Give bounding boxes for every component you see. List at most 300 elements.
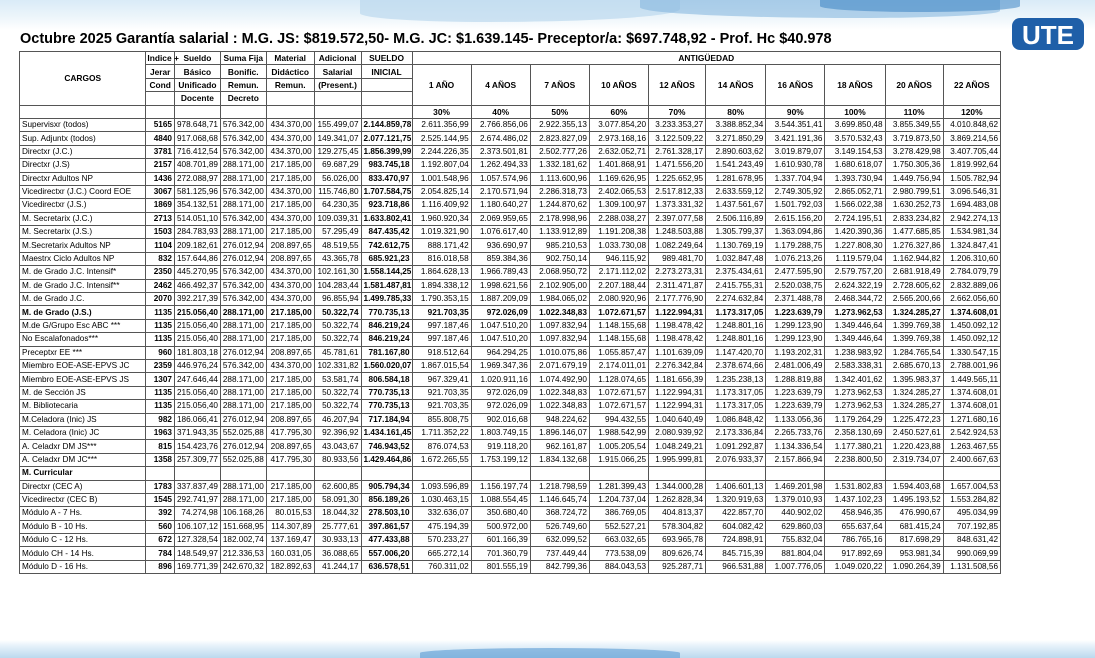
header-year: 18 AÑOS (825, 65, 885, 105)
table-row (20, 279, 1001, 292)
value-cell: 693.965,78 (649, 534, 706, 547)
value-cell: 2.080.939,92 (649, 426, 706, 439)
value-cell: 1.429.464,86 (361, 453, 412, 466)
value-cell: 2.415.755,31 (706, 279, 766, 292)
value-cell: 1.263.467,55 (943, 440, 1000, 453)
value-cell: 781.167,80 (361, 346, 412, 359)
value-cell: 1.299.123,90 (766, 319, 825, 332)
value-cell: 1.864.628,13 (412, 266, 471, 279)
value-cell: 809.626,74 (649, 547, 706, 560)
value-cell: 64.230,35 (314, 199, 361, 212)
value-cell: 1.633.802,41 (361, 212, 412, 225)
value-cell: 1.630.252,73 (885, 199, 943, 212)
value-cell: 1.553.284,82 (943, 493, 1000, 506)
value-cell: 1.834.132,68 (530, 453, 589, 466)
value-cell: 2.823.827,09 (530, 132, 589, 145)
value-cell: 1.049.020,22 (825, 560, 885, 573)
value-cell: 1.594.403,68 (885, 480, 943, 493)
value-cell: 1.091.292,87 (706, 440, 766, 453)
value-cell: 208.897,65 (266, 252, 314, 265)
header-empty (314, 92, 361, 105)
value-cell: 560 (146, 520, 175, 533)
value-cell: 985.210,53 (530, 239, 589, 252)
value-cell: 1.401.868,91 (589, 159, 648, 172)
value-cell: 701.360,79 (471, 547, 530, 560)
value-cell: 3781 (146, 145, 175, 158)
value-cell: 1135 (146, 333, 175, 346)
value-cell (220, 467, 266, 480)
table-header (20, 52, 1001, 119)
value-cell: 1.324.847,41 (943, 239, 1000, 252)
value-cell: 50.322,74 (314, 306, 361, 319)
value-cell: 69.687,29 (314, 159, 361, 172)
cargo-cell: Directxr Adultos NP (20, 172, 146, 185)
header-percent: 110% (885, 105, 943, 118)
header-year: 7 AÑOS (530, 65, 589, 105)
header-empty (361, 78, 412, 91)
value-cell: 1.097.832,94 (530, 333, 589, 346)
value-cell: 1.966.789,43 (471, 266, 530, 279)
value-cell: 1.672.265,55 (412, 453, 471, 466)
value-cell: 960 (146, 346, 175, 359)
value-cell: 1.406.601,13 (706, 480, 766, 493)
table-row (20, 306, 1001, 319)
value-cell: 742.612,75 (361, 239, 412, 252)
header-year: 14 AÑOS (706, 65, 766, 105)
table-row (20, 319, 1001, 332)
value-cell: 288.171,00 (220, 319, 266, 332)
cargo-cell: Directxr (J.S) (20, 159, 146, 172)
value-cell: 1.262.494,33 (471, 159, 530, 172)
header-percent: 40% (471, 105, 530, 118)
value-cell: 983.745,18 (361, 159, 412, 172)
value-cell: 3.271.850,29 (706, 132, 766, 145)
value-cell: 681.415,24 (885, 520, 943, 533)
value-cell: 1.146.645,74 (530, 493, 589, 506)
value-cell: 576.342,00 (220, 145, 266, 158)
value-cell: 1.082.249,64 (649, 239, 706, 252)
value-cell: 806.584,18 (361, 373, 412, 386)
header-indice: Indice + (147, 53, 179, 64)
value-cell: 925.287,71 (649, 560, 706, 573)
value-cell: 629.860,03 (766, 520, 825, 533)
value-cell: 2.288.038,27 (589, 212, 648, 225)
value-cell: 1.097.832,94 (530, 319, 589, 332)
value-cell: 2.286.318,73 (530, 185, 589, 198)
value-cell: 215.056,40 (174, 333, 220, 346)
value-cell: 2.371.488,78 (766, 293, 825, 306)
value-cell: 215.056,40 (174, 319, 220, 332)
value-cell: 604.082,42 (706, 520, 766, 533)
value-cell: 1.133.912,89 (530, 226, 589, 239)
value-cell: 2.080.920,96 (589, 293, 648, 306)
cargo-cell: M. Secretarix (J.C.) (20, 212, 146, 225)
value-cell: 1.984.065,02 (530, 293, 589, 306)
value-cell: 2.766.856,06 (471, 118, 530, 131)
cargo-cell: Preceptxr EE *** (20, 346, 146, 359)
value-cell: 1.244.870,62 (530, 199, 589, 212)
value-cell: 1.309.100,97 (589, 199, 648, 212)
value-cell: 2.502.777,26 (530, 145, 589, 158)
value-cell: 576.342,00 (220, 293, 266, 306)
value-cell: 1.169.626,95 (589, 172, 648, 185)
value-cell: 217.185,00 (266, 373, 314, 386)
value-cell: 2.579.757,20 (825, 266, 885, 279)
value-cell: 434.370,00 (266, 132, 314, 145)
value-cell: 2.170.571,94 (471, 185, 530, 198)
value-cell: 127.328,54 (174, 534, 220, 547)
cargo-cell: M. de Grado J.C. Intensif** (20, 279, 146, 292)
value-cell: 2.373.501,81 (471, 145, 530, 158)
value-cell: 1.566.022,38 (825, 199, 885, 212)
value-cell: 845.715,39 (706, 547, 766, 560)
value-cell: 2359 (146, 359, 175, 372)
value-cell: 1.434.161,45 (361, 426, 412, 439)
value-cell: 43.043,67 (314, 440, 361, 453)
value-cell: 972.026,09 (471, 400, 530, 413)
value-cell: 2.173.336,84 (706, 426, 766, 439)
value-cell: 1.048.249,21 (649, 440, 706, 453)
cargo-cell: Miembro EOE-ASE-EPVS JC (20, 359, 146, 372)
value-cell: 946.115,92 (589, 252, 648, 265)
value-cell (943, 467, 1000, 480)
value-cell: 434.370,00 (266, 145, 314, 158)
header-percent: 50% (530, 105, 589, 118)
value-cell: 50.322,74 (314, 400, 361, 413)
table-row (20, 172, 1001, 185)
value-cell: 2.624.322,19 (825, 279, 885, 292)
salary-table (19, 51, 1001, 574)
value-cell: 2.468.344,72 (825, 293, 885, 306)
value-cell: 784 (146, 547, 175, 560)
value-cell: 2.632.052,71 (589, 145, 648, 158)
value-cell: 337.837,49 (174, 480, 220, 493)
value-cell: 1.206.310,60 (943, 252, 1000, 265)
value-cell: 217.185,00 (266, 333, 314, 346)
table-row (20, 252, 1001, 265)
cargo-cell: Directxr (CEC A) (20, 480, 146, 493)
value-cell: 581.125,96 (174, 185, 220, 198)
value-cell: 1.086.848,42 (706, 413, 766, 426)
value-cell (146, 467, 175, 480)
value-cell: 716.412,54 (174, 145, 220, 158)
value-cell: 3.233.353,27 (649, 118, 706, 131)
value-cell: 2.481.006,49 (766, 359, 825, 372)
value-cell: 157.644,86 (174, 252, 220, 265)
value-cell: 982 (146, 413, 175, 426)
value-cell: 1.179.288,75 (766, 239, 825, 252)
value-cell: 1.284.765,54 (885, 346, 943, 359)
value-cell: 2.832.889,06 (943, 279, 1000, 292)
value-cell: 2.685.670,13 (885, 359, 943, 372)
value-cell: 665.272,14 (412, 547, 471, 560)
value-cell: 3.570.532,43 (825, 132, 885, 145)
header-empty (314, 105, 361, 118)
value-cell: 272.088,97 (174, 172, 220, 185)
value-cell: 1.867.015,54 (412, 359, 471, 372)
value-cell: 552.527,21 (589, 520, 648, 533)
value-cell: 902.750,14 (530, 252, 589, 265)
value-cell: 1.342.401,62 (825, 373, 885, 386)
cargo-cell: Vicedirectxr (J.S.) (20, 199, 146, 212)
value-cell: 2.054.825,14 (412, 185, 471, 198)
value-cell: 106.107,12 (174, 520, 220, 533)
value-cell: 288.171,00 (220, 400, 266, 413)
value-cell: 966.531,88 (706, 560, 766, 573)
value-cell: 948.224,62 (530, 413, 589, 426)
value-cell: 434.370,00 (266, 279, 314, 292)
cargo-cell: Sup. Adjuntx (todos) (20, 132, 146, 145)
value-cell: 80.933,56 (314, 453, 361, 466)
value-cell: 917.068,68 (174, 132, 220, 145)
value-cell: 3.544.351,41 (766, 118, 825, 131)
value-cell: 1.320.919,63 (706, 493, 766, 506)
header-empty (20, 105, 146, 118)
value-cell: 815 (146, 440, 175, 453)
value-cell: 1.122.994,31 (649, 306, 706, 319)
section-row (20, 467, 1001, 480)
value-cell: 354.132,51 (174, 199, 220, 212)
value-cell: 2.077.121,75 (361, 132, 412, 145)
value-cell: 217.185,00 (266, 493, 314, 506)
value-cell: 1.281.399,43 (589, 480, 648, 493)
value-cell: 276.012,94 (220, 413, 266, 426)
value-cell: 1.130.769,19 (706, 239, 766, 252)
value-cell: 917.892,69 (825, 547, 885, 560)
value-cell: 856.189,26 (361, 493, 412, 506)
value-cell: 990.069,99 (943, 547, 1000, 560)
table-row (20, 520, 1001, 533)
value-cell: 1.374.608,01 (943, 386, 1000, 399)
header-empty (266, 105, 314, 118)
value-cell: 832 (146, 252, 175, 265)
value-cell: 1.995.999,81 (649, 453, 706, 466)
value-cell: 215.056,40 (174, 306, 220, 319)
value-cell: 1.324.285,27 (885, 400, 943, 413)
header-adicional: Adicional (314, 52, 361, 65)
table-row (20, 507, 1001, 520)
value-cell: 445.270,95 (174, 266, 220, 279)
value-cell: 1.181.656,39 (649, 373, 706, 386)
value-cell: 1.248.801,16 (706, 319, 766, 332)
value-cell: 288.171,00 (220, 172, 266, 185)
table-row (20, 239, 1001, 252)
header-adicional-3: (Present.) (314, 78, 361, 91)
value-cell: 41.244,17 (314, 560, 361, 573)
value-cell: 1.173.317,05 (706, 306, 766, 319)
value-cell: 217.185,00 (266, 226, 314, 239)
value-cell: 1.223.639,79 (766, 400, 825, 413)
value-cell: 276.012,94 (220, 440, 266, 453)
value-cell: 181.803,18 (174, 346, 220, 359)
value-cell: 876.074,53 (412, 440, 471, 453)
value-cell: 288.171,00 (220, 373, 266, 386)
value-cell: 1.450.092,12 (943, 333, 1000, 346)
value-cell: 1.180.640,27 (471, 199, 530, 212)
value-cell: 1.072.671,57 (589, 400, 648, 413)
value-cell: 1.399.769,38 (885, 319, 943, 332)
bottom-wave-decoration (0, 640, 1095, 658)
value-cell: 1.374.608,01 (943, 306, 1000, 319)
value-cell: 397.861,57 (361, 520, 412, 533)
value-cell: 209.182,61 (174, 239, 220, 252)
value-cell: 5165 (146, 118, 175, 131)
header-year: 20 AÑOS (885, 65, 943, 105)
value-cell: 855.808,75 (412, 413, 471, 426)
value-cell: 151.668,95 (220, 520, 266, 533)
value-cell: 1.072.671,57 (589, 306, 648, 319)
value-cell: 1.022.348,83 (530, 306, 589, 319)
value-cell: 1.093.596,89 (412, 480, 471, 493)
value-cell: 1.047.510,20 (471, 319, 530, 332)
value-cell: 2.565.200,66 (885, 293, 943, 306)
value-cell: 1.074.492,90 (530, 373, 589, 386)
value-cell: 495.034,99 (943, 507, 1000, 520)
value-cell: 1.192.807,04 (412, 159, 471, 172)
value-cell: 1.373.331,32 (649, 199, 706, 212)
value-cell: 2.102.905,00 (530, 279, 589, 292)
value-cell (174, 467, 220, 480)
value-cell: 1.116.409,92 (412, 199, 471, 212)
table-row (20, 185, 1001, 198)
value-cell: 1.248.801,16 (706, 333, 766, 346)
value-cell: 1135 (146, 386, 175, 399)
value-cell: 1.122.994,31 (649, 386, 706, 399)
value-cell: 2.681.918,49 (885, 266, 943, 279)
value-cell: 1.495.193,52 (885, 493, 943, 506)
value-cell: 1.220.423,88 (885, 440, 943, 453)
header-sueldo-basico-4: Docente (174, 92, 220, 105)
value-cell: 137.169,47 (266, 534, 314, 547)
table-row (20, 386, 1001, 399)
header-material-3: Remun. (266, 78, 314, 91)
value-cell: 2.583.338,31 (825, 359, 885, 372)
value-cell: 846.219,24 (361, 333, 412, 346)
cargo-cell: M.de G/Grupo Esc ABC *** (20, 319, 146, 332)
value-cell: 1.281.678,95 (706, 172, 766, 185)
cargo-cell: Módulo C - 12 Hs. (20, 534, 146, 547)
value-cell: 1.055.857,47 (589, 346, 648, 359)
value-cell (589, 467, 648, 480)
value-cell: 1.887.209,09 (471, 293, 530, 306)
value-cell: 242.670,32 (220, 560, 266, 573)
value-cell: 848.631,42 (943, 534, 1000, 547)
header-indice-2: Jerar (146, 65, 175, 78)
value-cell: 45.781,61 (314, 346, 361, 359)
value-cell: 30.933,13 (314, 534, 361, 547)
value-cell: 994.432,55 (589, 413, 648, 426)
value-cell: 1.558.144,25 (361, 266, 412, 279)
value-cell: 182.002,74 (220, 534, 266, 547)
value-cell: 902.016,68 (471, 413, 530, 426)
value-cell: 964.294,25 (471, 346, 530, 359)
value-cell: 1.218.798,59 (530, 480, 589, 493)
value-cell: 500.972,00 (471, 520, 530, 533)
cargo-cell: M. de Grado J.C. Intensif* (20, 266, 146, 279)
value-cell: 655.637,64 (825, 520, 885, 533)
value-cell: 2.506.116,89 (706, 212, 766, 225)
value-cell: 50.322,74 (314, 333, 361, 346)
value-cell: 685.921,23 (361, 252, 412, 265)
value-cell: 154.423,76 (174, 440, 220, 453)
value-cell: 2.525.144,95 (412, 132, 471, 145)
value-cell: 953.981,34 (885, 547, 943, 560)
value-cell: 1.131.508,56 (943, 560, 1000, 573)
value-cell: 1.437.561,67 (706, 199, 766, 212)
value-cell: 53.581,74 (314, 373, 361, 386)
value-cell: 833.470,97 (361, 172, 412, 185)
value-cell: 386.769,05 (589, 507, 648, 520)
header-adicional-2: Salarial (314, 65, 361, 78)
value-cell (706, 467, 766, 480)
value-cell: 288.171,00 (220, 159, 266, 172)
value-cell: 2.273.273,31 (649, 266, 706, 279)
value-cell: 2.244.226,35 (412, 145, 471, 158)
cargo-cell: Vicedirectxr (CEC B) (20, 493, 146, 506)
value-cell: 1135 (146, 319, 175, 332)
value-cell: 1.477.685,85 (885, 226, 943, 239)
table-row (20, 145, 1001, 158)
value-cell: 1.505.782,94 (943, 172, 1000, 185)
value-cell: 816.018,58 (412, 252, 471, 265)
value-cell: 2.397.077,58 (649, 212, 706, 225)
value-cell: 2.973.168,16 (589, 132, 648, 145)
value-cell: 3.278.429,98 (885, 145, 943, 158)
value-cell: 408.701,89 (174, 159, 220, 172)
value-cell: 292.741,97 (174, 493, 220, 506)
value-cell: 332.636,07 (412, 507, 471, 520)
value-cell: 1.711.352,22 (412, 426, 471, 439)
header-empty (361, 105, 412, 118)
value-cell: 247.646,44 (174, 373, 220, 386)
table-row (20, 400, 1001, 413)
value-cell: 1.581.487,81 (361, 279, 412, 292)
value-cell: 284.783,93 (174, 226, 220, 239)
value-cell (361, 467, 412, 480)
value-cell: 3.869.214,56 (943, 132, 1000, 145)
value-cell: 217.185,00 (266, 400, 314, 413)
value-cell: 212.336,53 (220, 547, 266, 560)
value-cell: 2.662.056,60 (943, 293, 1000, 306)
value-cell: 3.699.850,48 (825, 118, 885, 131)
value-cell: 3.719.873,50 (885, 132, 943, 145)
value-cell: 160.031,05 (266, 547, 314, 560)
value-cell: 1.148.155,68 (589, 333, 648, 346)
value-cell: 1.173.317,05 (706, 386, 766, 399)
header-suma-fija-4: Decreto (220, 92, 266, 105)
cargo-cell: Módulo B - 10 Hs. (20, 520, 146, 533)
value-cell: 3.122.509,22 (649, 132, 706, 145)
header-year: 4 AÑOS (471, 65, 530, 105)
cargo-cell: No Escalafonados*** (20, 333, 146, 346)
value-cell: 106.168,26 (220, 507, 266, 520)
value-cell: 392 (146, 507, 175, 520)
value-cell: 182.892,63 (266, 560, 314, 573)
value-cell: 817.698,29 (885, 534, 943, 547)
cargo-cell: M. de Grado J.C. (20, 293, 146, 306)
value-cell: 884.043,53 (589, 560, 648, 573)
value-cell: 371.943,35 (174, 426, 220, 439)
value-cell: 276.012,94 (220, 252, 266, 265)
value-cell: 217.185,00 (266, 386, 314, 399)
header-percent: 100% (825, 105, 885, 118)
value-cell: 737.449,44 (530, 547, 589, 560)
value-cell: 1.894.338,12 (412, 279, 471, 292)
table-row (20, 426, 1001, 439)
value-cell: 1.960.920,34 (412, 212, 471, 225)
value-cell: 1.047.510,20 (471, 333, 530, 346)
value-cell: 1.113.600,96 (530, 172, 589, 185)
